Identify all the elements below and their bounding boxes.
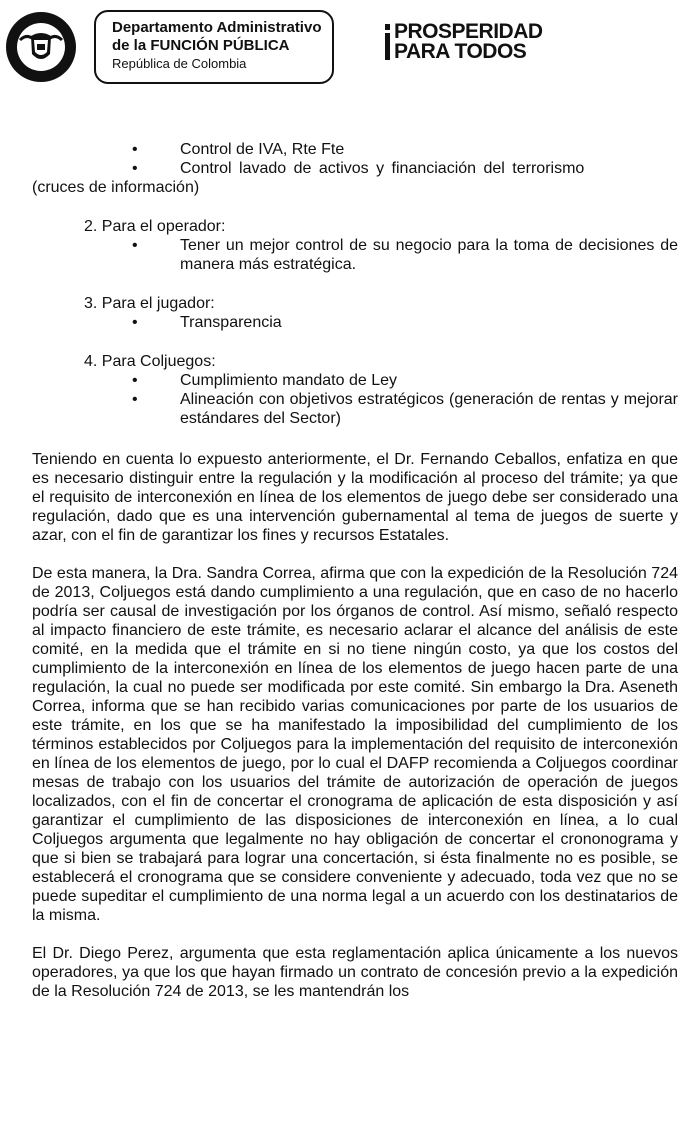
list-item bbox=[32, 140, 678, 159]
list-item-text: Control lavado de activos y financiación del terrorismo bbox=[180, 160, 585, 177]
paragraph-text: El Dr. Diego Perez, argumenta que esta reglamentación aplica únicamente a los nuevos operadores, ya que los que hayan firmado un contrato de concesión previo a la expedición de la Resolución 724 de 2013, se les mantendrán los bbox=[32, 945, 678, 1000]
list-item-text: Alineación con objetivos estratégicos (generación de rentas y mejorar estándares del Sector) bbox=[180, 391, 678, 427]
bullet-icon: • bbox=[132, 391, 138, 408]
list-item bbox=[32, 159, 678, 178]
slogan-line1: PROSPERIDAD bbox=[394, 20, 543, 43]
paragraph-text: De esta manera, la Dra. Sandra Correa, afirma que con la expedición de la Resolución 724 de 2013, Coljuegos está dando cumplimiento a una regulación, que en caso de no hacerlo podría ser causal de investigación por los órganos de control. Así mismo, señaló respecto al impacto financiero de este trámite, es necesario aclarar el alcance del análisis de este comité, en la medida que el trámite en si no tiene ningún costo, ya que los costos del cumplimiento de la interconexión en línea de los elementos de juego hacen parte de una regulación, la cual no puede ser modificada por este comité. Sin embargo la Dra. Aseneth Correa, informa que se han recibido varias comunicaciones por parte de los usuarios de este trámite, en los que se ha manifestado la imposibilidad del cumplimiento de los términos establecidos por Coljuegos para la implementación del requisito de interconexión en línea de los elementos de juego, por lo cual el DAFP recomienda a Coljuegos coordinar mesas de trabajo con los usuarios del trámite de autorización de operación de juegos localizados, con el fin de concertar el cronograma de aplicación de esta disposición y así garantizar el cumplimiento de las disposiciones de interconexión en línea, a lo cual Coljuegos argumenta que legalmente no hay obligación de concertar el crononograma y que si bien se trabajará para lograr una concertación, si ésta finalmente no es posible, se establecerá el cronograma que se considere conveniente y adecuado, toda vez que no se puede supeditar el cumplimiento de una norma legal a un acuerdo con los destinatarios de la misma. bbox=[32, 565, 678, 924]
department-country: República de Colombia bbox=[112, 56, 247, 71]
bullet-icon: • bbox=[132, 141, 138, 158]
section-heading: 4. Para Coljuegos: bbox=[84, 353, 216, 370]
list-item-text: Transparencia bbox=[180, 314, 282, 331]
bullet-icon: • bbox=[132, 237, 138, 254]
paragraph-text: Teniendo en cuenta lo expuesto anteriormente, el Dr. Fernando Ceballos, enfatiza en que es necesario distinguir entre la regulación y la modificación al proceso del trámite; ya que el requisito de interconexión en línea de los elementos de juego debe ser considerado una regulación, dado que es una intervención gubernamental al tema de juegos de suerte y azar, con el fin de garantizar los fines y recursos Estatales. bbox=[32, 451, 678, 544]
list-item bbox=[32, 371, 678, 390]
slogan-line2: PARA TODOS bbox=[394, 40, 527, 63]
paragraph bbox=[32, 564, 678, 925]
list-item bbox=[32, 313, 678, 332]
list-item-text: Cumplimiento mandato de Ley bbox=[180, 372, 398, 389]
colombia-seal-icon bbox=[4, 10, 78, 84]
list-item bbox=[32, 390, 678, 428]
bullet-icon: • bbox=[132, 372, 138, 389]
list-item-text: Control de IVA, Rte Fte bbox=[180, 141, 345, 158]
list-item-continuation: (cruces de información) bbox=[32, 179, 200, 196]
department-name-line1: Departamento Administrativo bbox=[112, 19, 322, 36]
document-body bbox=[32, 140, 678, 1001]
department-header-box bbox=[94, 10, 334, 84]
bullet-icon: • bbox=[132, 314, 138, 331]
department-name-line2: de la FUNCIÓN PÚBLICA bbox=[112, 37, 290, 54]
slogan-mark-icon bbox=[385, 24, 390, 60]
list-item-text: Tener un mejor control de su negocio para la toma de decisiones de manera más estratégica. bbox=[180, 237, 678, 273]
list-item bbox=[32, 236, 678, 274]
paragraph bbox=[32, 944, 678, 1001]
paragraph bbox=[32, 450, 678, 545]
section-heading: 3. Para el jugador: bbox=[84, 295, 215, 312]
prosperidad-logo bbox=[394, 22, 594, 62]
section-heading: 2. Para el operador: bbox=[84, 218, 226, 235]
bullet-icon: • bbox=[132, 160, 138, 177]
